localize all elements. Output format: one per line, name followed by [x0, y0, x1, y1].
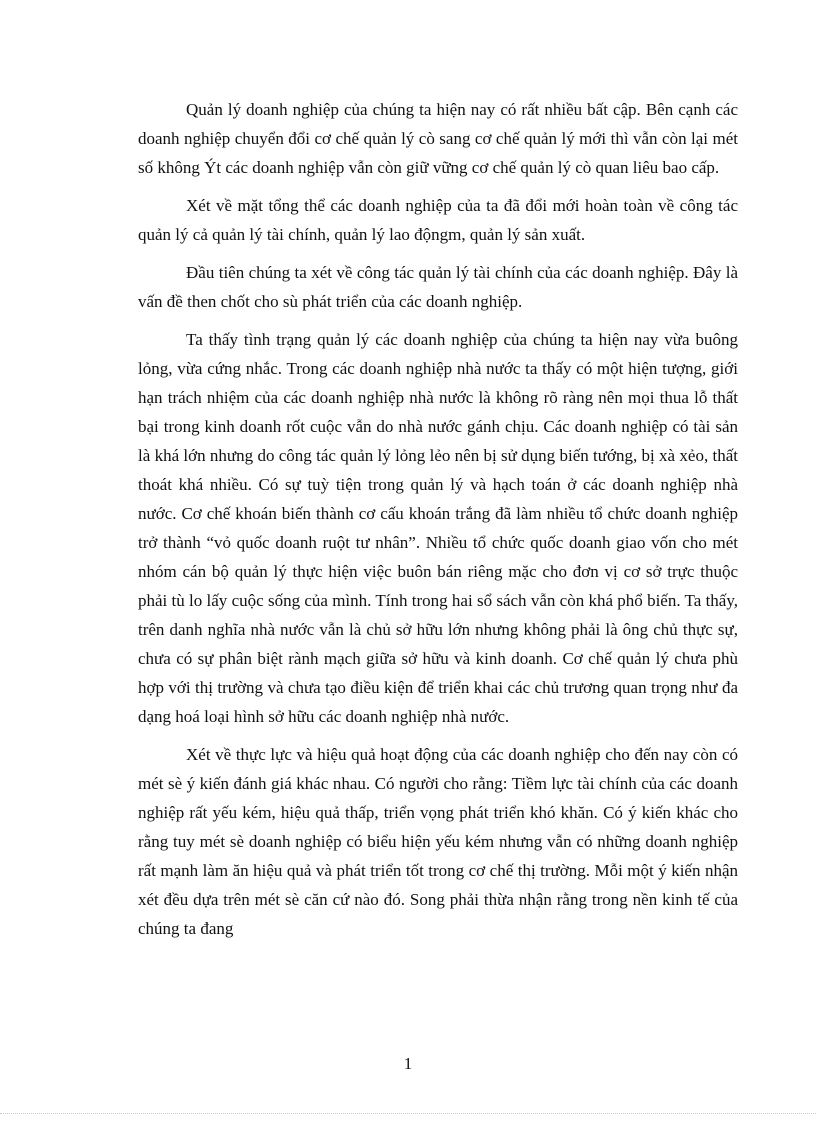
paragraph-5: Xét về thực lực và hiệu quả hoạt động của các doanh nghiệp cho đến nay còn có mét sè ý kiến đánh giá khác nhau. Có người cho rằng: Tiềm lực tài chính của các doanh nghiệp rất yếu kém, hiệu quả thấp, triển vọng phát triển khó khăn. Có ý kiến khác cho rằng tuy mét sè doanh nghiệp có biểu hiện yếu kém nhưng vẫn có những doanh nghiệp rất mạnh làm ăn hiệu quả và phát triển tốt trong cơ chế thị trường. Mỗi một ý kiến nhận xét đều dựa trên mét sè căn cứ nào đó. Song phải thừa nhận rằng trong nền kinh tế của chúng ta đang	[138, 745, 738, 938]
paragraph-1: Quản lý doanh nghiệp của chúng ta hiện nay có rất nhiều bất cập. Bên cạnh các doanh nghiệp chuyển đổi cơ chế quản lý cò sang cơ chế quản lý mới thì vẫn còn lại mét số không Ýt các doanh nghiệp vẫn còn giữ vững cơ chế quản lý cò quan liêu bao cấp.	[138, 100, 738, 177]
page-number: 1	[403, 1054, 413, 1073]
footer-divider	[0, 1113, 816, 1114]
paragraph-2: Xét về mặt tổng thể các doanh nghiệp của ta đã đổi mới hoàn toàn về công tác quản lý cả quản lý tài chính, quản lý lao độngm, quản lý sản xuất.	[138, 196, 738, 244]
paragraph-3: Đầu tiên chúng ta xét về công tác quản lý tài chính của các doanh nghiệp. Đây là vấn đề then chốt cho sù phát triển của các doanh nghiệp.	[138, 263, 738, 311]
paragraph-4: Ta thấy tình trạng quản lý các doanh nghiệp của chúng ta hiện nay vừa buông lỏng, vừa cứng nhắc. Trong các doanh nghiệp nhà nước ta thấy có một hiện tượng, giới hạn trách nhiệm của các doanh nghiệp nhà nước là không rõ ràng nên mọi thua lỗ thất bại trong kinh doanh rốt cuộc vẫn do nhà nước gánh chịu. Các doanh nghiệp có tài sản là khá lớn nhưng do công tác quản lý lỏng lẻo nên bị sử dụng biến tướng, bị xà xẻo, thất thoát khá nhiều. Có sự tuỳ tiện trong quản lý và hạch toán ở các doanh nghiệp nhà nước. Cơ chế khoán biến thành cơ cấu khoán trắng đã làm nhiều tổ chức doanh nghiệp trở thành “vỏ quốc doanh ruột tư nhân”. Nhiều tổ chức quốc doanh giao vốn cho mét nhóm cán bộ quản lý thực hiện việc buôn bán riêng mặc cho đơn vị cơ sở trực thuộc phải tù lo lấy cuộc sống của mình. Tính trong hai sổ sách vẫn còn khá phổ biến. Ta thấy, trên danh nghĩa nhà nước vẫn là chủ sở hữu lớn nhưng không phải là ông chủ thực sự, chưa có sự phân biệt rành mạch giữa sở hữu và kinh doanh. Cơ chế quản lý chưa phù hợp với thị trường và chưa tạo điều kiện để triển khai các chủ trương quan trọng như đa dạng hoá loại hình sở hữu các doanh nghiệp nhà nước.	[138, 330, 738, 726]
document-body	[138, 95, 738, 952]
